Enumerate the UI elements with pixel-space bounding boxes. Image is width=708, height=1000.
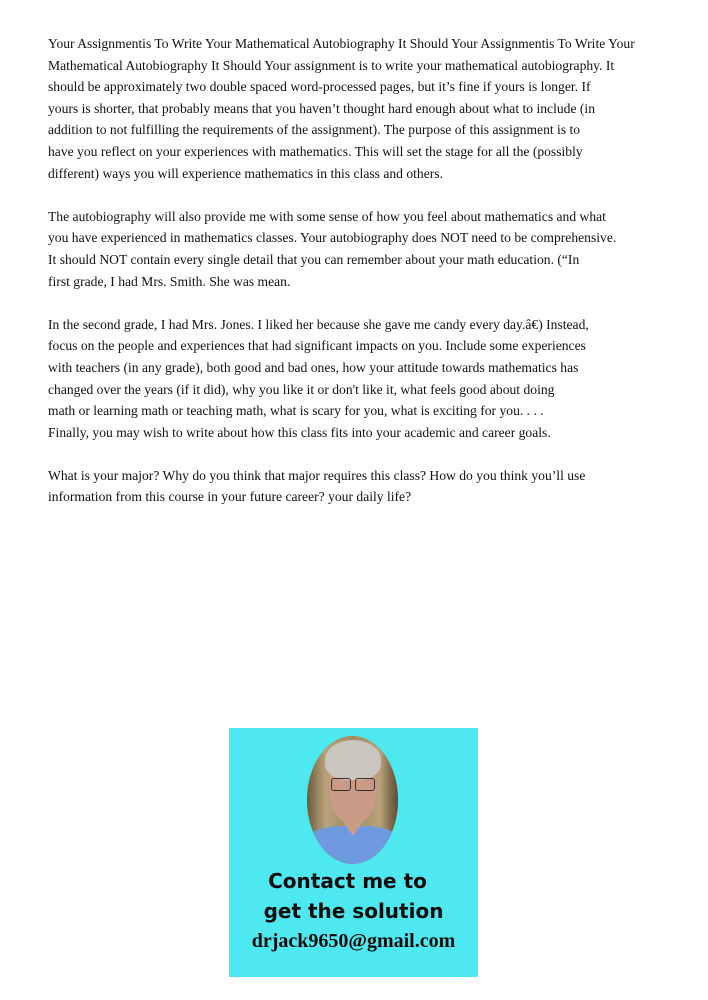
text-line: The autobiography will also provide me with some sense of how you feel about mathematics and what bbox=[48, 208, 606, 224]
ad-title-line-2: get the solution bbox=[263, 899, 444, 923]
text-line: with teachers (in any grade), both good and bad ones, how your attitude towards mathematics has bbox=[48, 359, 579, 375]
text-line: math or learning math or teaching math, what is scary for you, what is exciting for you. . . . bbox=[48, 403, 544, 419]
paragraph-4 bbox=[48, 465, 688, 508]
text-line: information from this course in your future career? your daily life? bbox=[48, 489, 412, 505]
text-line: Your Assignmentis To Write Your Mathematical Autobiography It Should Your Assignmentis To Write Your bbox=[48, 36, 635, 51]
text-line: It should NOT contain every single detail that you can remember about your math education. (“In bbox=[48, 251, 580, 267]
text-line: different) ways you will experience mathematics in this class and others. bbox=[48, 165, 443, 181]
contact-ad-banner[interactable] bbox=[229, 728, 478, 977]
text-line: focus on the people and experiences that had significant impacts on you. Include some experiences bbox=[48, 338, 586, 354]
contact-email[interactable]: drjack9650@gmail.com bbox=[251, 930, 456, 952]
text-line: Finally, you may wish to write about how this class fits into your academic and career goals. bbox=[48, 424, 551, 440]
text-line: Mathematical Autobiography It Should Your assignment is to write your mathematical autobiography. It bbox=[48, 57, 615, 73]
text-line: yours is shorter, that probably means that you haven’t thought hard enough about what to include (in bbox=[48, 100, 595, 116]
text-line: changed over the years (if it did), why you like it or don't like it, what feels good about doing bbox=[48, 381, 555, 397]
paragraph-2 bbox=[48, 206, 688, 292]
document-body bbox=[48, 33, 688, 530]
person-portrait-icon bbox=[307, 736, 398, 864]
paragraph-3 bbox=[48, 314, 688, 444]
glasses-icon bbox=[331, 778, 375, 790]
paragraph-1 bbox=[48, 33, 688, 184]
text-line: In the second grade, I had Mrs. Jones. I liked her because she gave me candy every day.â€) Instead, bbox=[48, 316, 589, 332]
text-line: first grade, I had Mrs. Smith. She was mean. bbox=[48, 273, 291, 289]
text-line: addition to not fulfilling the requirements of the assignment). The purpose of this assignment is to bbox=[48, 122, 581, 138]
text-line: you have experienced in mathematics classes. Your autobiography does NOT need to be comprehensive. bbox=[48, 230, 617, 246]
ad-title-line-1: Contact me to bbox=[268, 869, 427, 893]
text-line: should be approximately two double spaced word-processed pages, but it’s fine if yours is longer. If bbox=[48, 79, 591, 95]
text-line: What is your major? Why do you think that major requires this class? How do you think you’ll use bbox=[48, 467, 586, 483]
text-line: have you reflect on your experiences with mathematics. This will set the stage for all the (possibly bbox=[48, 143, 583, 159]
